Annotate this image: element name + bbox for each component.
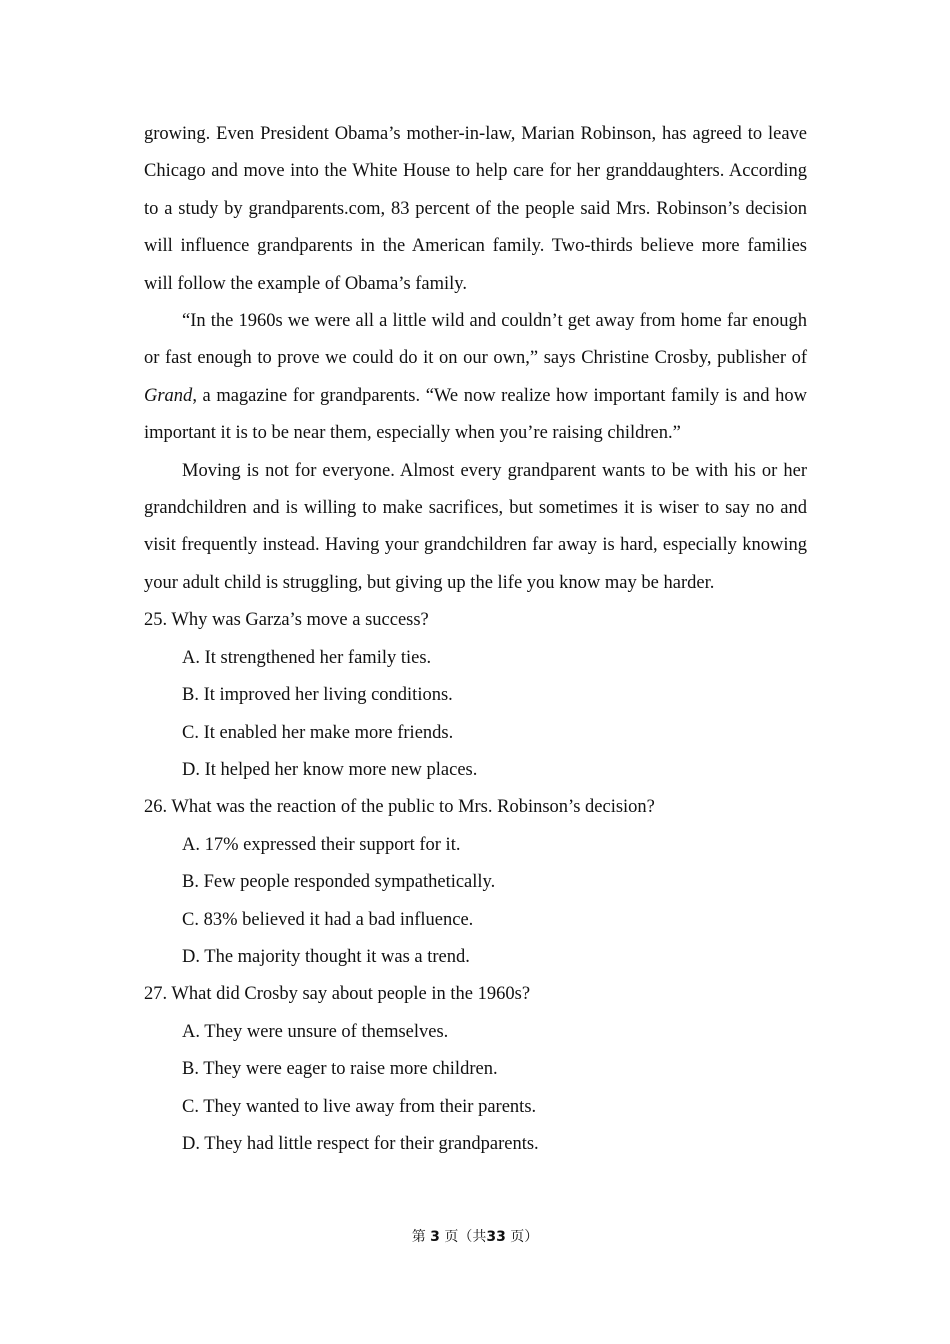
page-footer (0, 1227, 950, 1247)
footer-middle: 页（共 (444, 1229, 487, 1245)
passage-paragraph-3: Moving is not for everyone. Almost every grandparent wants to be with his or her grandchildren and is willing to make sacrifices, but sometimes it is wiser to say no and visit frequently instead. Having your grandchildren far away is hard, especially knowing your adult child is struggling, but giving up the life you know may be harder. (144, 460, 807, 593)
option-a: A. They were unsure of themselves. (182, 1021, 449, 1042)
option-c: C. It enabled her make more friends. (182, 722, 454, 743)
option-a: A. It strengthened her family ties. (182, 647, 432, 668)
paragraph-2-text-start: “In the 1960s we were all a little wild and couldn’t get away from home far enough or fast enough to prove we could do it on our own,” says Christine Crosby, publisher of (144, 311, 807, 369)
question-26 (144, 789, 807, 976)
question-stem: 25. Why was Garza’s move a success? (144, 610, 429, 631)
footer-prefix: 第 (411, 1229, 426, 1245)
option-b: B. Few people responded sympathetically. (182, 872, 496, 893)
footer-suffix: 页） (510, 1229, 539, 1245)
option-b: B. It improved her living conditions. (182, 685, 453, 706)
paragraph-2-text-end: , a magazine for grandparents. “We now realize how important family is and how important it is to be near them, especially when you’re raising children.” (144, 385, 807, 444)
option-d: D. They had little respect for their grandparents. (182, 1133, 539, 1154)
option-d: D. It helped her know more new places. (182, 759, 478, 780)
footer-current-page: 3 (430, 1229, 440, 1245)
question-stem: 26. What was the reaction of the public to Mrs. Robinson’s decision? (144, 797, 655, 818)
option-c: C. 83% believed it had a bad influence. (182, 909, 474, 930)
question-stem: 27. What did Crosby say about people in the 1960s? (144, 984, 531, 1005)
question-25 (144, 602, 807, 789)
passage-paragraph-2 (144, 303, 807, 453)
option-d: D. The majority thought it was a trend. (182, 946, 470, 967)
option-a: A. 17% expressed their support for it. (182, 834, 461, 855)
option-b: B. They were eager to raise more children. (182, 1059, 498, 1080)
option-c: C. They wanted to live away from their parents. (182, 1096, 537, 1117)
passage-paragraph-1: growing. Even President Obama’s mother-in-law, Marian Robinson, has agreed to leave Chicago and move into the White House to help care for her granddaughters. According to a study by grandparents.com, 83 percent of the people said Mrs. Robinson’s decision will influence grandparents in the American family. Two-thirds believe more families will follow the example of Obama’s family. (144, 124, 807, 294)
magazine-title: Grand (144, 385, 193, 406)
footer-total-pages: 33 (486, 1229, 506, 1245)
question-27 (144, 976, 807, 1163)
passage-body (144, 116, 807, 1163)
